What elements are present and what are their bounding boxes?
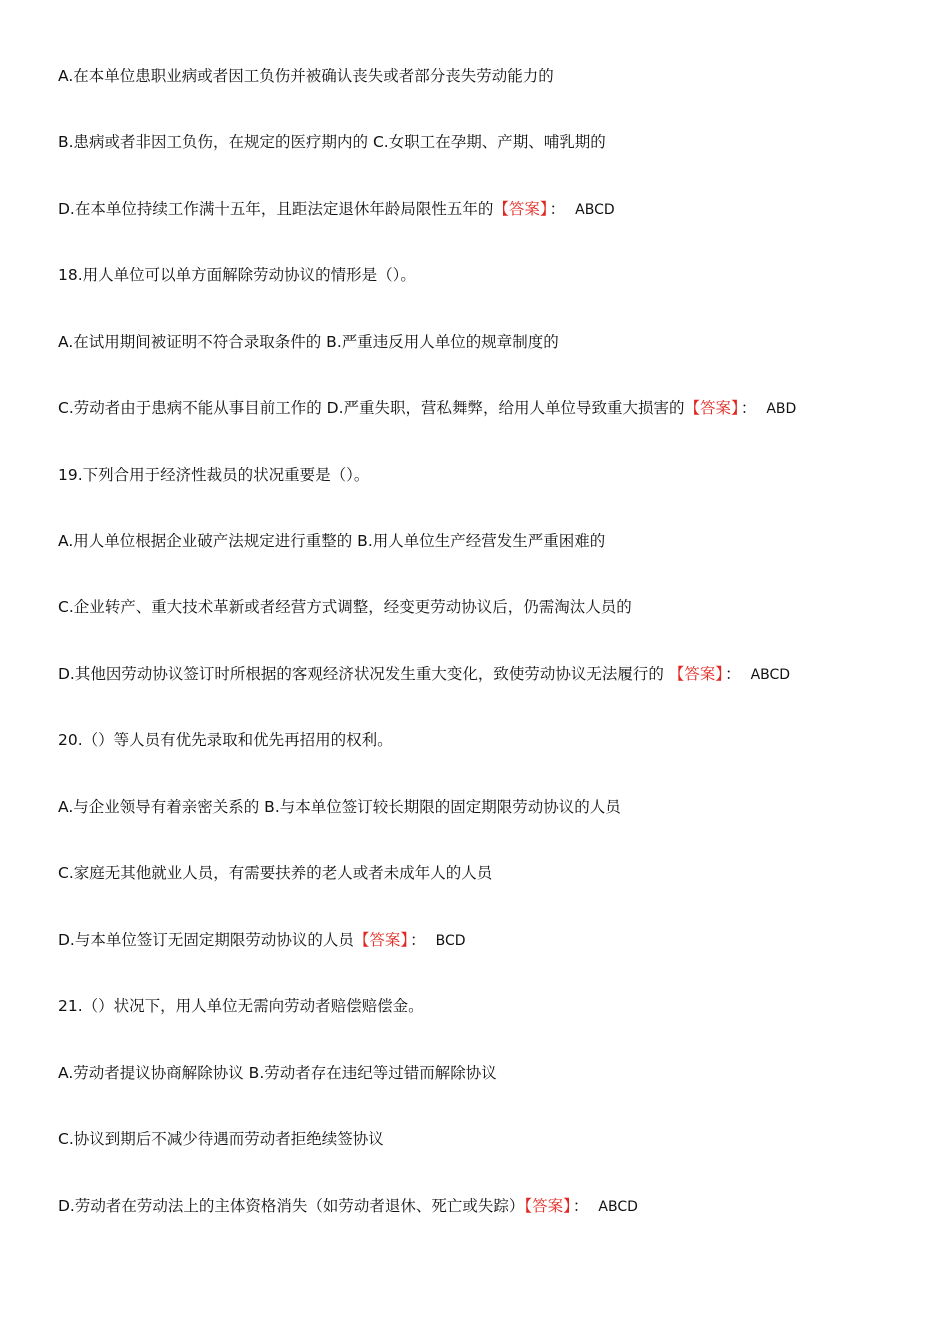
option-text: A.用人单位根据企业破产法规定进行重整的 B.用人单位生产经营发生严重困难的 bbox=[58, 532, 606, 550]
option-line bbox=[58, 863, 930, 883]
question-line bbox=[58, 265, 930, 285]
answer-colon: ： bbox=[572, 1197, 589, 1215]
option-line bbox=[58, 1063, 930, 1083]
question-text: 20.（）等人员有优先录取和优先再招用的权利。 bbox=[58, 731, 393, 749]
answer-value: ABCD bbox=[575, 202, 615, 218]
option-line bbox=[58, 797, 930, 817]
answer-value: ABCD bbox=[598, 1199, 638, 1215]
option-text: A.与企业领导有着亲密关系的 B.与本单位签订较长期限的固定期限劳动协议的人员 bbox=[58, 798, 621, 816]
option-line bbox=[58, 1129, 930, 1149]
option-line bbox=[58, 398, 930, 419]
option-text: C.协议到期后不减少待遇而劳动者拒绝续签协议 bbox=[58, 1130, 384, 1148]
option-line bbox=[58, 531, 930, 551]
answer-tag: 【答案】 bbox=[524, 1197, 571, 1215]
answer-tag: 【答案】 bbox=[684, 399, 739, 417]
question-line bbox=[58, 730, 930, 750]
answer-value: ABD bbox=[766, 401, 797, 417]
answer-value: BCD bbox=[435, 933, 466, 949]
option-text: B.患病或者非因工负伤，在规定的医疗期内的 C.女职工在孕期、产期、哺乳期的 bbox=[58, 133, 606, 151]
option-text: D.与本单位签订无固定期限劳动协议的人员 bbox=[58, 931, 354, 949]
option-text: C.企业转产、重大技术革新或者经营方式调整，经变更劳动协议后，仍需淘汰人员的 bbox=[58, 598, 632, 616]
option-text: C.劳动者由于患病不能从事目前工作的 D.严重失职，营私舞弊，给用人单位导致重大损害的 bbox=[58, 399, 685, 417]
question-line bbox=[58, 996, 930, 1016]
question-text: 18.用人单位可以单方面解除劳动协议的情形是（）。 bbox=[58, 266, 416, 284]
option-line bbox=[58, 332, 930, 352]
option-text: D.劳动者在劳动法上的主体资格消失（如劳动者退休、死亡或失踪） bbox=[58, 1197, 525, 1215]
question-text: 21.（）状况下，用人单位无需向劳动者赔偿赔偿金。 bbox=[58, 997, 424, 1015]
option-text: A.在试用期间被证明不符合录取条件的 B.严重违反用人单位的规章制度的 bbox=[58, 333, 559, 351]
option-line bbox=[58, 66, 930, 86]
question-text: 19.下列合用于经济性裁员的状况重要是（）。 bbox=[58, 466, 370, 484]
option-line bbox=[58, 664, 930, 685]
option-line bbox=[58, 930, 930, 951]
option-line bbox=[58, 132, 930, 152]
answer-colon: ： bbox=[740, 399, 757, 417]
answer-colon: ： bbox=[410, 931, 426, 949]
answer-colon: ： bbox=[549, 200, 566, 218]
option-text: C.家庭无其他就业人员，有需要扶养的老人或者未成年人的人员 bbox=[58, 864, 493, 882]
answer-value: ABCD bbox=[750, 667, 791, 683]
option-line bbox=[58, 199, 930, 220]
option-text: D.其他因劳动协议签订时所根据的客观经济状况发生重大变化，致使劳动协议无法履行的 bbox=[58, 665, 669, 683]
option-text: D.在本单位持续工作满十五年，且距法定退休年龄局限性五年的 bbox=[58, 200, 494, 218]
option-line bbox=[58, 597, 930, 617]
question-line bbox=[58, 465, 930, 485]
option-text: A.劳动者提议协商解除协议 B.劳动者存在违纪等过错而解除协议 bbox=[58, 1064, 497, 1082]
answer-tag: 【答案】 bbox=[668, 665, 724, 683]
option-text: A.在本单位患职业病或者因工负伤并被确认丧失或者部分丧失劳动能力的 bbox=[58, 67, 554, 85]
answer-colon: ： bbox=[725, 665, 741, 683]
answer-tag: 【答案】 bbox=[353, 931, 409, 949]
answer-tag: 【答案】 bbox=[493, 200, 548, 218]
option-line bbox=[58, 1196, 930, 1217]
